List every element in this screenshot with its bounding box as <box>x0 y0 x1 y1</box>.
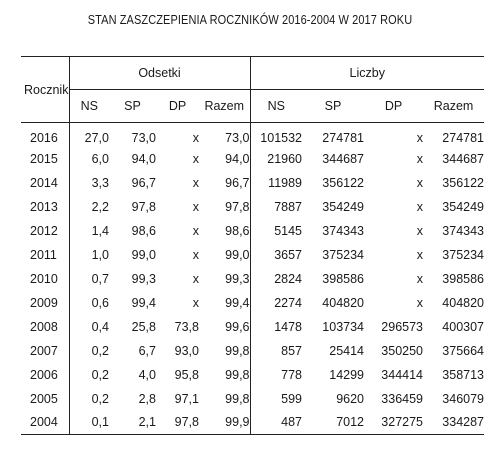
table-row <box>21 339 484 363</box>
count-dp-cell: 344414 <box>381 367 424 382</box>
pct-dp-cell: 95,8 <box>174 367 199 382</box>
count-ns-cell: 11989 <box>250 171 302 195</box>
count-sp-cell: 356122 <box>322 175 365 190</box>
pct-ns-cell: 0,7 <box>91 271 109 286</box>
count-sp-cell: 103734 <box>322 319 365 334</box>
count-razem-cell: 374343 <box>442 223 485 238</box>
pct-dp-cell: x <box>192 151 199 166</box>
year-cell: 2009 <box>21 291 69 315</box>
table-row <box>21 171 484 195</box>
odsetki-ns-header: NS <box>69 90 109 123</box>
pct-razem-cell: 99,8 <box>225 367 250 382</box>
pct-ns-cell: 27,0 <box>84 130 109 145</box>
pct-sp-cell: 94,0 <box>131 151 156 166</box>
pct-sp-cell: 98,6 <box>131 223 156 238</box>
year-cell: 2006 <box>21 363 69 387</box>
table-row <box>21 267 484 291</box>
year-cell: 2016 <box>21 123 69 147</box>
year-cell: 2010 <box>21 267 69 291</box>
count-dp-cell: x <box>416 223 424 238</box>
year-cell: 2007 <box>21 339 69 363</box>
table-row <box>21 315 484 339</box>
pct-razem-cell: 99,8 <box>225 391 250 406</box>
pct-ns-cell: 1,0 <box>91 247 109 262</box>
liczby-group-header: Liczby <box>250 57 484 90</box>
year-cell: 2014 <box>21 171 69 195</box>
pct-dp-cell: x <box>192 175 199 190</box>
table-row <box>21 219 484 243</box>
pct-ns-cell: 1,4 <box>91 223 109 238</box>
pct-razem-cell: 99,4 <box>225 295 250 310</box>
vaccination-table <box>21 56 484 435</box>
year-cell: 2008 <box>21 315 69 339</box>
pct-dp-cell: 97,8 <box>156 411 199 435</box>
table-row <box>21 291 484 315</box>
pct-sp-cell: 25,8 <box>131 319 156 334</box>
count-dp-cell: 336459 <box>381 391 424 406</box>
count-dp-cell: x <box>416 151 424 166</box>
year-cell: 2005 <box>21 387 69 411</box>
count-ns-cell: 487 <box>250 411 302 435</box>
year-cell: 2004 <box>21 411 69 435</box>
pct-dp-cell: x <box>192 199 199 214</box>
pct-razem-cell: 99,8 <box>225 343 250 358</box>
count-dp-cell: x <box>416 199 424 214</box>
year-cell: 2011 <box>21 243 69 267</box>
odsetki-group-header: Odsetki <box>69 57 250 90</box>
pct-ns-cell: 0,1 <box>69 411 109 435</box>
pct-dp-cell: x <box>192 130 199 145</box>
count-ns-cell: 778 <box>250 363 302 387</box>
liczby-sp-header: SP <box>302 90 364 123</box>
table-title: STAN ZASZCZEPIENIA ROCZNIKÓW 2016-2004 W 2017 ROKU <box>87 13 413 27</box>
pct-sp-cell: 99,4 <box>131 295 156 310</box>
count-dp-cell: 327275 <box>364 411 423 435</box>
liczby-dp-header: DP <box>364 90 423 123</box>
count-dp-cell: 296573 <box>381 319 424 334</box>
pct-sp-cell: 97,8 <box>131 199 156 214</box>
count-ns-cell: 101532 <box>250 123 302 147</box>
year-cell: 2012 <box>21 219 69 243</box>
count-sp-cell: 375234 <box>322 247 365 262</box>
table-row <box>21 147 484 171</box>
pct-sp-cell: 99,3 <box>131 271 156 286</box>
pct-sp-cell: 73,0 <box>131 130 156 145</box>
table-row <box>21 195 484 219</box>
pct-razem-cell: 73,0 <box>225 130 250 145</box>
count-razem-cell: 274781 <box>442 130 485 145</box>
pct-dp-cell: 73,8 <box>174 319 199 334</box>
pct-ns-cell: 0,6 <box>91 295 109 310</box>
count-razem-cell: 358713 <box>442 367 485 382</box>
count-ns-cell: 2824 <box>250 267 302 291</box>
count-ns-cell: 7887 <box>250 195 302 219</box>
pct-razem-cell: 99,0 <box>225 247 250 262</box>
count-ns-cell: 857 <box>250 339 302 363</box>
count-sp-cell: 374343 <box>322 223 365 238</box>
odsetki-sp-header: SP <box>109 90 156 123</box>
count-ns-cell: 5145 <box>250 219 302 243</box>
pct-razem-cell: 99,9 <box>199 411 250 435</box>
count-ns-cell: 21960 <box>250 147 302 171</box>
count-razem-cell: 356122 <box>442 175 485 190</box>
pct-dp-cell: x <box>192 247 199 262</box>
count-razem-cell: 400307 <box>442 319 485 334</box>
pct-dp-cell: 97,1 <box>174 391 199 406</box>
pct-ns-cell: 0,2 <box>91 343 109 358</box>
pct-razem-cell: 98,6 <box>225 223 250 238</box>
pct-ns-cell: 0,4 <box>91 319 109 334</box>
count-ns-cell: 2274 <box>250 291 302 315</box>
count-dp-cell: x <box>416 247 424 262</box>
pct-sp-cell: 99,0 <box>131 247 156 262</box>
count-ns-cell: 599 <box>250 387 302 411</box>
count-dp-cell: x <box>416 295 424 310</box>
count-sp-cell: 354249 <box>322 199 365 214</box>
liczby-razem-header: Razem <box>423 90 484 123</box>
year-cell: 2013 <box>21 195 69 219</box>
pct-razem-cell: 97,8 <box>225 199 250 214</box>
pct-sp-cell: 2,1 <box>109 411 156 435</box>
pct-dp-cell: x <box>192 271 199 286</box>
odsetki-razem-header: Razem <box>199 90 250 123</box>
pct-ns-cell: 0,2 <box>91 391 109 406</box>
count-sp-cell: 404820 <box>322 295 365 310</box>
count-dp-cell: x <box>416 271 424 286</box>
pct-dp-cell: x <box>192 295 199 310</box>
year-cell: 2015 <box>21 147 69 171</box>
pct-ns-cell: 3,3 <box>91 175 109 190</box>
pct-ns-cell: 2,2 <box>91 199 109 214</box>
pct-ns-cell: 0,2 <box>91 367 109 382</box>
count-sp-cell: 274781 <box>322 130 365 145</box>
count-sp-cell: 398586 <box>322 271 365 286</box>
table-row <box>21 363 484 387</box>
count-dp-cell: x <box>416 130 424 145</box>
pct-ns-cell: 6,0 <box>91 151 109 166</box>
count-dp-cell: 350250 <box>381 343 424 358</box>
table-row <box>21 411 484 435</box>
pct-sp-cell: 6,7 <box>138 343 156 358</box>
table-row <box>21 123 484 147</box>
liczby-ns-header: NS <box>250 90 302 123</box>
count-razem-cell: 375234 <box>442 247 485 262</box>
count-razem-cell: 346079 <box>442 391 485 406</box>
count-sp-cell: 14299 <box>329 367 365 382</box>
table-body <box>21 123 484 435</box>
pct-razem-cell: 96,7 <box>225 175 250 190</box>
table-row <box>21 387 484 411</box>
count-sp-cell: 9620 <box>336 391 365 406</box>
pct-sp-cell: 96,7 <box>131 175 156 190</box>
pct-sp-cell: 2,8 <box>138 391 156 406</box>
pct-razem-cell: 99,3 <box>225 271 250 286</box>
pct-sp-cell: 4,0 <box>138 367 156 382</box>
count-razem-cell: 344687 <box>442 151 485 166</box>
count-razem-cell: 404820 <box>442 295 485 310</box>
count-razem-cell: 398586 <box>442 271 485 286</box>
count-sp-cell: 25414 <box>329 343 365 358</box>
table-row <box>21 243 484 267</box>
pct-razem-cell: 99,6 <box>225 319 250 334</box>
count-razem-cell: 334287 <box>423 411 484 435</box>
count-ns-cell: 3657 <box>250 243 302 267</box>
count-razem-cell: 375664 <box>442 343 485 358</box>
rocznik-header: Rocznik <box>21 57 69 123</box>
pct-dp-cell: x <box>192 223 199 238</box>
pct-razem-cell: 94,0 <box>225 151 250 166</box>
count-razem-cell: 354249 <box>442 199 485 214</box>
count-ns-cell: 1478 <box>250 315 302 339</box>
pct-dp-cell: 93,0 <box>174 343 199 358</box>
count-sp-cell: 344687 <box>322 151 365 166</box>
count-dp-cell: x <box>416 175 424 190</box>
count-sp-cell: 7012 <box>302 411 364 435</box>
odsetki-dp-header: DP <box>156 90 199 123</box>
